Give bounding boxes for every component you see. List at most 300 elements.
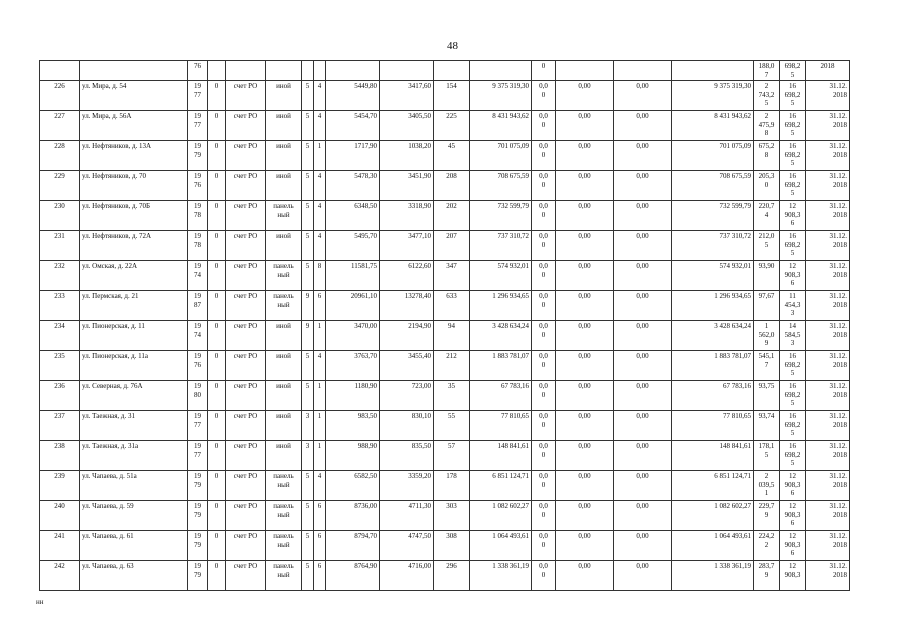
cell-c9: 3477,10 xyxy=(380,231,434,261)
table-row-continued xyxy=(40,61,850,81)
cell-c3: 0 xyxy=(208,231,226,261)
cell-c13: 0,00 xyxy=(556,231,614,261)
cell-no: 230 xyxy=(40,201,80,231)
cell-c16: 2 039,5 1 xyxy=(754,471,780,501)
cell-no: 236 xyxy=(40,381,80,411)
cell-c11: 3 428 634,24 xyxy=(470,321,532,351)
cell-addr: ул. Таежная, д. 31а xyxy=(80,441,188,471)
cell-c6: 5 xyxy=(302,381,314,411)
cell-c13: 0,00 xyxy=(556,201,614,231)
cell-c14: 0,00 xyxy=(614,381,672,411)
cell-addr: ул. Омская, д. 22А xyxy=(80,261,188,291)
cell-c3: 0 xyxy=(208,321,226,351)
cell-addr: ул. Таежная, д. 31 xyxy=(80,411,188,441)
cell-c6: 5 xyxy=(302,201,314,231)
cell-year: 19 76 xyxy=(188,351,208,381)
cell-c8: 983,50 xyxy=(326,411,380,441)
cell-c12: 0,0 0 xyxy=(532,171,556,201)
cell-c13: 0,00 xyxy=(556,381,614,411)
cell-c9: 4711,30 xyxy=(380,501,434,531)
cell-addr: ул. Пионерская, д. 11а xyxy=(80,351,188,381)
cell-no: 240 xyxy=(40,501,80,531)
cell-c12: 0,0 0 xyxy=(532,111,556,141)
cell-c12: 0,0 0 xyxy=(532,501,556,531)
cell-c7: 4 xyxy=(314,111,326,141)
cell-year: 19 74 xyxy=(188,321,208,351)
cell-c18: 31.12. 2018 xyxy=(806,411,850,441)
table-row xyxy=(40,201,850,231)
cell-year: 19 79 xyxy=(188,561,208,591)
cell-c3: 0 xyxy=(208,531,226,561)
cell-no: 231 xyxy=(40,231,80,261)
cell-c6: 5 xyxy=(302,471,314,501)
cell-c17: 16 698,2 5 xyxy=(780,231,806,261)
cell-c13: 0,00 xyxy=(556,531,614,561)
cell-c7: 4 xyxy=(314,201,326,231)
cell-c15: 77 810,65 xyxy=(672,411,754,441)
table-row xyxy=(40,231,850,261)
cell-c7: 6 xyxy=(314,501,326,531)
cell-c13: 0,00 xyxy=(556,261,614,291)
cell-year: 19 77 xyxy=(188,81,208,111)
cell-year: 19 77 xyxy=(188,111,208,141)
cell-c3: 0 xyxy=(208,111,226,141)
cell-c13: 0,00 xyxy=(556,171,614,201)
cell-c5: иной xyxy=(266,231,302,261)
cell-c5: иной xyxy=(266,81,302,111)
cell-year: 19 79 xyxy=(188,141,208,171)
table-row xyxy=(40,411,850,441)
cell-no: 241 xyxy=(40,531,80,561)
cell-c3: 0 xyxy=(208,81,226,111)
table-row xyxy=(40,321,850,351)
cell-c15: 1 296 934,65 xyxy=(672,291,754,321)
cell-c5: иной xyxy=(266,171,302,201)
cell-c15: 732 599,79 xyxy=(672,201,754,231)
cell-c18: 31.12. 2018 xyxy=(806,81,850,111)
cell-no: 235 xyxy=(40,351,80,381)
cell-c7: 4 xyxy=(314,81,326,111)
cell-c8: 5478,30 xyxy=(326,171,380,201)
cell-c9: 4716,00 xyxy=(380,561,434,591)
cell-c5: иной xyxy=(266,321,302,351)
cell-c10: 212 xyxy=(434,351,470,381)
table-row xyxy=(40,441,850,471)
cell-c6: 3 xyxy=(302,411,314,441)
table-row xyxy=(40,261,850,291)
cell-c5: иной xyxy=(266,111,302,141)
cell-c18: 31.12. 2018 xyxy=(806,501,850,531)
cell-c4: счет РО xyxy=(226,411,266,441)
cell-c16: 283,7 9 xyxy=(754,561,780,591)
cell-c16: 97,67 xyxy=(754,291,780,321)
cell-c8: 11581,75 xyxy=(326,261,380,291)
cell-c9: 835,50 xyxy=(380,441,434,471)
cell-c6: 5 xyxy=(302,351,314,381)
cell-c8: 8764,90 xyxy=(326,561,380,591)
cell-addr: ул. Пионерская, д. 11 xyxy=(80,321,188,351)
cell-c15: 3 428 634,24 xyxy=(672,321,754,351)
cell-c7: 1 xyxy=(314,321,326,351)
cell-c14: 0,00 xyxy=(614,141,672,171)
housing-register-table xyxy=(39,60,850,591)
cell-c11: 77 810,65 xyxy=(470,411,532,441)
cell-c3: 0 xyxy=(208,201,226,231)
cell-year: 19 87 xyxy=(188,291,208,321)
cell-c5: панель ный xyxy=(266,531,302,561)
cell-no: 233 xyxy=(40,291,80,321)
cell-c15: 574 932,01 xyxy=(672,261,754,291)
cell-c6: 5 xyxy=(302,561,314,591)
cell-c12: 0,0 0 xyxy=(532,321,556,351)
cell-c4: счет РО xyxy=(226,171,266,201)
cell-c8: 3470,00 xyxy=(326,321,380,351)
cell-c10: 178 xyxy=(434,471,470,501)
cell-c6: 5 xyxy=(302,231,314,261)
cell-c11: 9 375 319,30 xyxy=(470,81,532,111)
cell-c10: 55 xyxy=(434,411,470,441)
cell-c9: 2194,90 xyxy=(380,321,434,351)
cell-c7: 4 xyxy=(314,471,326,501)
cell-c10: 208 xyxy=(434,171,470,201)
cell-c13: 0,00 xyxy=(556,141,614,171)
cell-no: 239 xyxy=(40,471,80,501)
cell-c16: 229,7 9 xyxy=(754,501,780,531)
cell-c12: 0,0 0 xyxy=(532,441,556,471)
cell-c6: 9 xyxy=(302,291,314,321)
cell-c12: 0,0 0 xyxy=(532,471,556,501)
cell-c12: 0,0 0 xyxy=(532,81,556,111)
cell-c14: 0,00 xyxy=(614,231,672,261)
cell-c3: 0 xyxy=(208,171,226,201)
table-row xyxy=(40,111,850,141)
cell-c4: счет РО xyxy=(226,441,266,471)
cell-addr: ул. Чапаева, д. 59 xyxy=(80,501,188,531)
cell-c14: 0,00 xyxy=(614,351,672,381)
cell-c16: 220,7 4 xyxy=(754,201,780,231)
cell-c18: 31.12. 2018 xyxy=(806,231,850,261)
cell-c3: 0 xyxy=(208,381,226,411)
cell-c17: 16 698,2 5 xyxy=(780,411,806,441)
cell-c4: счет РО xyxy=(226,201,266,231)
cell-c8: 8794,70 xyxy=(326,531,380,561)
cell-c11: 1 883 781,07 xyxy=(470,351,532,381)
cell-c10: 633 xyxy=(434,291,470,321)
cell-c12: 0,0 0 xyxy=(532,381,556,411)
cell-c12: 0,0 0 xyxy=(532,411,556,441)
cell-c5: иной xyxy=(266,411,302,441)
cell-c10: 202 xyxy=(434,201,470,231)
cell-addr: ул. Нефтяников, д. 70 xyxy=(80,171,188,201)
cell-year: 19 74 xyxy=(188,261,208,291)
cell-c5: иной xyxy=(266,441,302,471)
cell-c3: 0 xyxy=(208,291,226,321)
table-row xyxy=(40,531,850,561)
cell-c8: 6348,50 xyxy=(326,201,380,231)
cell-c12: 0,0 0 xyxy=(532,231,556,261)
cell-c10: 303 xyxy=(434,501,470,531)
cell-c7: 4 xyxy=(314,171,326,201)
cell-c5: панель ный xyxy=(266,201,302,231)
cell-c18: 31.12. 2018 xyxy=(806,321,850,351)
cell-c3: 0 xyxy=(208,141,226,171)
cell-c9: 830,10 xyxy=(380,411,434,441)
cell-c17: 16 698,2 5 xyxy=(780,381,806,411)
cell-c4: счет РО xyxy=(226,381,266,411)
cell-c5: панель ный xyxy=(266,501,302,531)
cell-c15: 701 075,09 xyxy=(672,141,754,171)
cell-no: 238 xyxy=(40,441,80,471)
cell-c3: 0 xyxy=(208,351,226,381)
cell-addr: ул. Чапаева, д. 61 xyxy=(80,531,188,561)
cell-c16: 545,1 7 xyxy=(754,351,780,381)
cell-c6: 9 xyxy=(302,321,314,351)
cell-c12: 0,0 0 xyxy=(532,291,556,321)
cell-c11: 574 932,01 xyxy=(470,261,532,291)
cell-c18: 31.12. 2018 xyxy=(806,441,850,471)
cell-c16: 212,0 5 xyxy=(754,231,780,261)
cell-addr: ул. Мира, д. 54 xyxy=(80,81,188,111)
cell-c16: 1 562,0 9 xyxy=(754,321,780,351)
cell-c9: 0 xyxy=(532,61,556,81)
cell-c15: 148 841,61 xyxy=(672,441,754,471)
cell-c4: счет РО xyxy=(226,321,266,351)
cell-c7: 6 xyxy=(314,531,326,561)
cell-c9: 3318,90 xyxy=(380,201,434,231)
cell-year: 19 79 xyxy=(188,501,208,531)
cell-c9: 1038,20 xyxy=(380,141,434,171)
table-row xyxy=(40,561,850,591)
cell-c12: 0,0 0 xyxy=(532,531,556,561)
cell-c14: 0,00 xyxy=(614,411,672,441)
table-row xyxy=(40,501,850,531)
cell-c10: 296 xyxy=(434,561,470,591)
cell-no: 229 xyxy=(40,171,80,201)
cell-c3: 0 xyxy=(208,471,226,501)
cell-c6: 3 xyxy=(302,441,314,471)
cell-c7: 8 xyxy=(314,261,326,291)
cell-c13: 0,00 xyxy=(556,441,614,471)
table-row xyxy=(40,381,850,411)
cell-c5: панель ный xyxy=(266,261,302,291)
cell-c8: 6582,50 xyxy=(326,471,380,501)
cell-no: 242 xyxy=(40,561,80,591)
cell-c11: 1 064 493,61 xyxy=(470,531,532,561)
cell-c9: 4747,50 xyxy=(380,531,434,561)
cell-c13: 188,0 7 xyxy=(754,61,780,81)
cell-c18: 31.12. 2018 xyxy=(806,561,850,591)
cell-year: 19 79 xyxy=(188,471,208,501)
cell-c10: 94 xyxy=(434,321,470,351)
cell-c14: 0,00 xyxy=(614,501,672,531)
cell-c17: 11 454,3 3 xyxy=(780,291,806,321)
cell-c13: 0,00 xyxy=(556,351,614,381)
cell-c11: 148 841,61 xyxy=(470,441,532,471)
cell-c17: 16 698,2 5 xyxy=(780,441,806,471)
cell-c10: 308 xyxy=(434,531,470,561)
cell-addr: ул. Нефтяников, д. 70Б xyxy=(80,201,188,231)
cell-c14: 698,2 5 xyxy=(780,61,806,81)
cell-year: 19 76 xyxy=(188,171,208,201)
cell-c7: 4 xyxy=(314,351,326,381)
cell-c4: счет РО xyxy=(226,501,266,531)
cell-c6: 5 xyxy=(302,81,314,111)
cell-c8: 5449,80 xyxy=(326,81,380,111)
cell-c13: 0,00 xyxy=(556,471,614,501)
cell-c18: 31.12. 2018 xyxy=(806,201,850,231)
cell-c6: 5 xyxy=(302,531,314,561)
cell-c15: 2018 xyxy=(806,61,850,81)
cell-c8: 8736,00 xyxy=(326,501,380,531)
cell-c11: 737 310,72 xyxy=(470,231,532,261)
cell-c5: иной xyxy=(266,351,302,381)
cell-year: 19 77 xyxy=(188,441,208,471)
cell-c18: 31.12. 2018 xyxy=(806,171,850,201)
cell-c5: иной xyxy=(266,141,302,171)
cell-c16: 93,75 xyxy=(754,381,780,411)
cell-c13: 0,00 xyxy=(556,111,614,141)
cell-c14: 0,00 xyxy=(614,201,672,231)
cell-addr: ул. Нефтяников, д. 72А xyxy=(80,231,188,261)
cell-c16: 178,1 5 xyxy=(754,441,780,471)
cell-c9: 6122,60 xyxy=(380,261,434,291)
cell-c7: 1 xyxy=(314,441,326,471)
cell-c7: 6 xyxy=(314,291,326,321)
cell-c16: 2 743,2 5 xyxy=(754,81,780,111)
cell-c13: 0,00 xyxy=(556,561,614,591)
cell-c12: 0,0 0 xyxy=(532,561,556,591)
cell-addr: ул. Мира, д. 56А xyxy=(80,111,188,141)
cell-c5: иной xyxy=(266,381,302,411)
cell-c15: 1 338 361,19 xyxy=(672,561,754,591)
cell-c11: 708 675,59 xyxy=(470,171,532,201)
cell-c14: 0,00 xyxy=(614,261,672,291)
cell-c14: 0,00 xyxy=(614,441,672,471)
cell-c16: 93,90 xyxy=(754,261,780,291)
cell-year: 19 80 xyxy=(188,381,208,411)
cell-c10: 347 xyxy=(434,261,470,291)
cell-c16: 93,74 xyxy=(754,411,780,441)
footer-note: нн xyxy=(36,598,44,606)
cell-c8: 988,90 xyxy=(326,441,380,471)
cell-c11: 1 338 361,19 xyxy=(470,561,532,591)
table-row xyxy=(40,171,850,201)
cell-c18: 31.12. 2018 xyxy=(806,471,850,501)
cell-c15: 67 783,16 xyxy=(672,381,754,411)
cell-c17: 16 698,2 5 xyxy=(780,351,806,381)
cell-c16: 675,2 8 xyxy=(754,141,780,171)
cell-c3: 0 xyxy=(208,561,226,591)
cell-c12: 0,0 0 xyxy=(532,261,556,291)
cell-c15: 8 431 943,62 xyxy=(672,111,754,141)
cell-c3: 0 xyxy=(208,411,226,441)
cell-c13: 0,00 xyxy=(556,501,614,531)
cell-no: 234 xyxy=(40,321,80,351)
cell-c12: 0,0 0 xyxy=(532,141,556,171)
cell-c9: 3417,60 xyxy=(380,81,434,111)
cell-no: 226 xyxy=(40,81,80,111)
table-row xyxy=(40,81,850,111)
cell-addr: ул. Чапаева, д. 51а xyxy=(80,471,188,501)
cell-c15: 737 310,72 xyxy=(672,231,754,261)
cell-c10: 207 xyxy=(434,231,470,261)
cell-year: 19 79 xyxy=(188,531,208,561)
cell-c10: 57 xyxy=(434,441,470,471)
cell-no: 232 xyxy=(40,261,80,291)
cell-year: 19 77 xyxy=(188,411,208,441)
cell-c9: 3455,40 xyxy=(380,351,434,381)
table-row xyxy=(40,291,850,321)
cell-c5: панель ный xyxy=(266,471,302,501)
cell-c15: 6 851 124,71 xyxy=(672,471,754,501)
cell-c7: 1 xyxy=(314,141,326,171)
cell-c7: 1 xyxy=(314,381,326,411)
cell-c4: счет РО xyxy=(226,141,266,171)
cell-c14: 0,00 xyxy=(614,321,672,351)
cell-c18: 31.12. 2018 xyxy=(806,291,850,321)
cell-c17: 12 908,3 xyxy=(780,561,806,591)
cell-c4: счет РО xyxy=(226,81,266,111)
table-row xyxy=(40,471,850,501)
cell-c10: 35 xyxy=(434,381,470,411)
cell-addr: ул. Пермская, д. 21 xyxy=(80,291,188,321)
cell-c11: 1 296 934,65 xyxy=(470,291,532,321)
cell-c9: 3451,90 xyxy=(380,171,434,201)
cell-c18: 31.12. 2018 xyxy=(806,261,850,291)
cell-c8: 3763,70 xyxy=(326,351,380,381)
cell-c4: счет РО xyxy=(226,261,266,291)
cell-c4: счет РО xyxy=(226,111,266,141)
cell-c6: 5 xyxy=(302,171,314,201)
cell-c18: 31.12. 2018 xyxy=(806,531,850,561)
cell-c14: 0,00 xyxy=(614,171,672,201)
cell-c15: 1 883 781,07 xyxy=(672,351,754,381)
cell-c17: 16 698,2 5 xyxy=(780,141,806,171)
cell-c14: 0,00 xyxy=(614,81,672,111)
cell-c17: 16 698,2 5 xyxy=(780,111,806,141)
cell-c14: 0,00 xyxy=(614,561,672,591)
cell-c11: 1 082 602,27 xyxy=(470,501,532,531)
cell-c9: 723,00 xyxy=(380,381,434,411)
cell-c8: 1717,90 xyxy=(326,141,380,171)
cell-c17: 14 584,5 3 xyxy=(780,321,806,351)
cell-c7: 1 xyxy=(314,411,326,441)
cell-year: 76 xyxy=(188,61,208,81)
cell-c17: 16 698,2 5 xyxy=(780,81,806,111)
cell-c11: 8 431 943,62 xyxy=(470,111,532,141)
cell-c17: 12 908,3 6 xyxy=(780,261,806,291)
cell-c12: 0,0 0 xyxy=(532,351,556,381)
cell-c17: 12 908,3 6 xyxy=(780,531,806,561)
cell-c4: счет РО xyxy=(226,351,266,381)
cell-c18: 31.12. 2018 xyxy=(806,381,850,411)
cell-c7: 6 xyxy=(314,561,326,591)
cell-c13: 0,00 xyxy=(556,291,614,321)
cell-addr: ул. Северная, д. 76А xyxy=(80,381,188,411)
table-row xyxy=(40,351,850,381)
cell-c4: счет РО xyxy=(226,531,266,561)
cell-no: 227 xyxy=(40,111,80,141)
cell-c12: 0,0 0 xyxy=(532,201,556,231)
cell-c3: 0 xyxy=(208,441,226,471)
cell-c4: счет РО xyxy=(226,471,266,501)
cell-c14: 0,00 xyxy=(614,291,672,321)
cell-c18: 31.12. 2018 xyxy=(806,351,850,381)
cell-c11: 732 599,79 xyxy=(470,201,532,231)
cell-c14: 0,00 xyxy=(614,471,672,501)
cell-c17: 12 908,3 6 xyxy=(780,501,806,531)
cell-c9: 3405,50 xyxy=(380,111,434,141)
